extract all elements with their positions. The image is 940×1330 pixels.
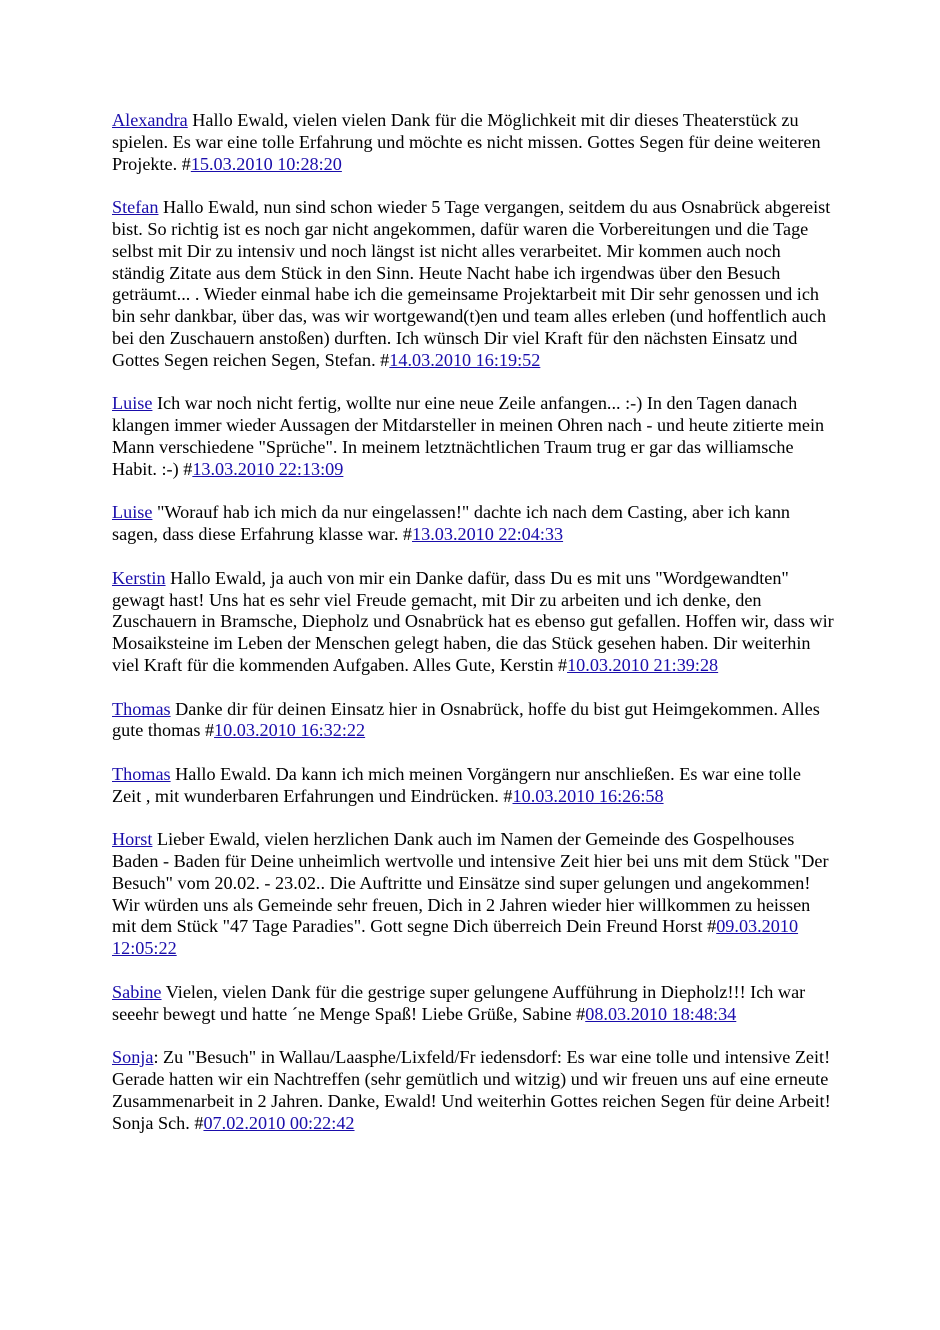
- timestamp-link[interactable]: 09.03.2010 12:05:22: [112, 916, 799, 959]
- author-link[interactable]: Horst: [112, 829, 153, 850]
- author-link[interactable]: Stefan: [112, 197, 159, 218]
- guestbook-entry: [112, 568, 834, 677]
- author-link[interactable]: Kerstin: [112, 567, 166, 588]
- author-link[interactable]: Sonja: [112, 1047, 154, 1068]
- guestbook-entry: [112, 764, 834, 808]
- timestamp-link[interactable]: 10.03.2010 21:39:28: [567, 654, 719, 675]
- timestamp-link[interactable]: 13.03.2010 22:13:09: [192, 458, 344, 479]
- timestamp-link[interactable]: 14.03.2010 16:19:52: [389, 349, 541, 370]
- author-link[interactable]: Alexandra: [112, 110, 188, 130]
- author-link[interactable]: Luise: [112, 502, 153, 523]
- timestamp-link[interactable]: 15.03.2010 10:28:20: [190, 153, 342, 174]
- timestamp-link[interactable]: 07.02.2010 00:22:42: [203, 1112, 355, 1133]
- entry-text: Hallo Ewald, ja auch von mir ein Danke dafür, dass Du es mit uns "Wordgewandten" gewagt hast! Uns hat es sehr viel Freude gemacht, mit Dir zu arbeiten und ich denke, den Zuschauern in Bramsche, Diepholz und Osnabrück hat es ebenso gut gefallen. Hoffen wir, dass wir Mosaiksteine im Leben der Menschen gelegt haben, die das Stück gesehen haben. Dir weiterhin viel Kraft für die kommenden Aufgaben. Alles Gute, Kerstin #: [112, 567, 834, 675]
- timestamp-link[interactable]: 10.03.2010 16:32:22: [214, 720, 366, 741]
- guestbook-entry: [112, 110, 834, 175]
- entry-text: Hallo Ewald, vielen vielen Dank für die Möglichkeit mit dir dieses Theaterstück zu spielen. Es war eine tolle Erfahrung und möchte es nicht missen. Gottes Segen für deine weiteren Projekte. #: [112, 110, 821, 174]
- entry-text: Hallo Ewald, nun sind schon wieder 5 Tage vergangen, seitdem du aus Osnabrück abgereist bist. So richtig ist es noch gar nicht angekommen, dafür waren die Vorbereitungen und die Tage selbst mit Dir zu intensiv und noch längst ist nicht alles verarbeitet. Mir kommen auch noch ständig Zitate aus dem Stück in den Sinn. Heute Nacht habe ich irgendwas über den Besuch geträumt... . Wieder einmal habe ich die gemeinsame Projektarbeit mit Dir sehr genossen und ich bin sehr dankbar, über das, was wir wortgewand(t)en und team alles erleben (und hoffentlich auch bei den Zuschauern anstoßen) durften. Ich wünsch Dir viel Kraft für den nächsten Einsatz und Gottes Segen reichen Segen, Stefan. #: [112, 197, 831, 370]
- entry-text: Ich war noch nicht fertig, wollte nur eine neue Zeile anfangen... :-) In den Tagen danach klangen immer wieder Aussagen der Mitdarsteller in meinen Ohren nach - und heute zitierte mein Mann verschiedene "Sprüche". In meinem letztnächtlichen Traum trug er gar das williamsche Habit. :-) #: [112, 393, 825, 479]
- guestbook-entry: [112, 699, 834, 743]
- author-link[interactable]: Thomas: [112, 763, 171, 784]
- guestbook-entries: [112, 110, 834, 1156]
- guestbook-entry: [112, 829, 834, 960]
- author-link[interactable]: Thomas: [112, 698, 171, 719]
- timestamp-link[interactable]: 10.03.2010 16:26:58: [512, 785, 664, 806]
- entry-text: Vielen, vielen Dank für die gestrige super gelungene Aufführung in Diepholz!!! Ich war seeehr bewegt und hatte ´ne Menge Spaß! Liebe Grüße, Sabine #: [112, 981, 806, 1024]
- entry-text: Lieber Ewald, vielen herzlichen Dank auch im Namen der Gemeinde des Gospelhouses Baden - Baden für Deine unheimlich wertvolle und intensive Zeit hier bei uns mit dem Stück "Der Besuch" vom 20.02. - 23.02.. Die Auftritte und Einsätze sind super gelungen und angekommen! Wir würden uns als Gemeinde sehr freuen, Dich in 2 Jahren wieder hier willkommen zu heissen mit dem Stück "47 Tage Paradies". Gott segne Dich überreich Dein Freund Horst #: [112, 829, 829, 937]
- guestbook-entry: [112, 1047, 834, 1134]
- guestbook-entry: [112, 982, 834, 1026]
- author-link[interactable]: Luise: [112, 393, 153, 414]
- guestbook-entry: [112, 502, 834, 546]
- entry-text: "Worauf hab ich mich da nur eingelassen!" dachte ich nach dem Casting, aber ich kann sagen, dass diese Erfahrung klasse war. #: [112, 502, 791, 545]
- entry-text: Zu "Besuch" in Wallau/Laasphe/Lixfeld/Fr iedensdorf: Es war eine tolle und intensive Zeit! Gerade hatten wir ein Nachtreffen (sehr gemütlich und witzig) und wir freuen uns auf eine erneute Zusammenarbeit in 2 Jahren. Danke, Ewald! Und weiterhin Gottes reichen Segen für deine Arbeit! Sonja Sch. #: [112, 1047, 831, 1133]
- author-link[interactable]: Sabine: [112, 981, 162, 1002]
- timestamp-link[interactable]: 08.03.2010 18:48:34: [585, 1003, 737, 1024]
- timestamp-link[interactable]: 13.03.2010 22:04:33: [412, 524, 564, 545]
- guestbook-entry: [112, 197, 834, 371]
- entry-text: Danke dir für deinen Einsatz hier in Osnabrück, hoffe du bist gut Heimgekommen. Alles gute thomas #: [112, 698, 820, 741]
- author-separator: :: [153, 1047, 164, 1068]
- guestbook-entry: [112, 393, 834, 480]
- entry-text: Hallo Ewald. Da kann ich mich meinen Vorgängern nur anschließen. Es war eine tolle Zeit , mit wunderbaren Erfahrungen und Eindrücken. #: [112, 763, 801, 806]
